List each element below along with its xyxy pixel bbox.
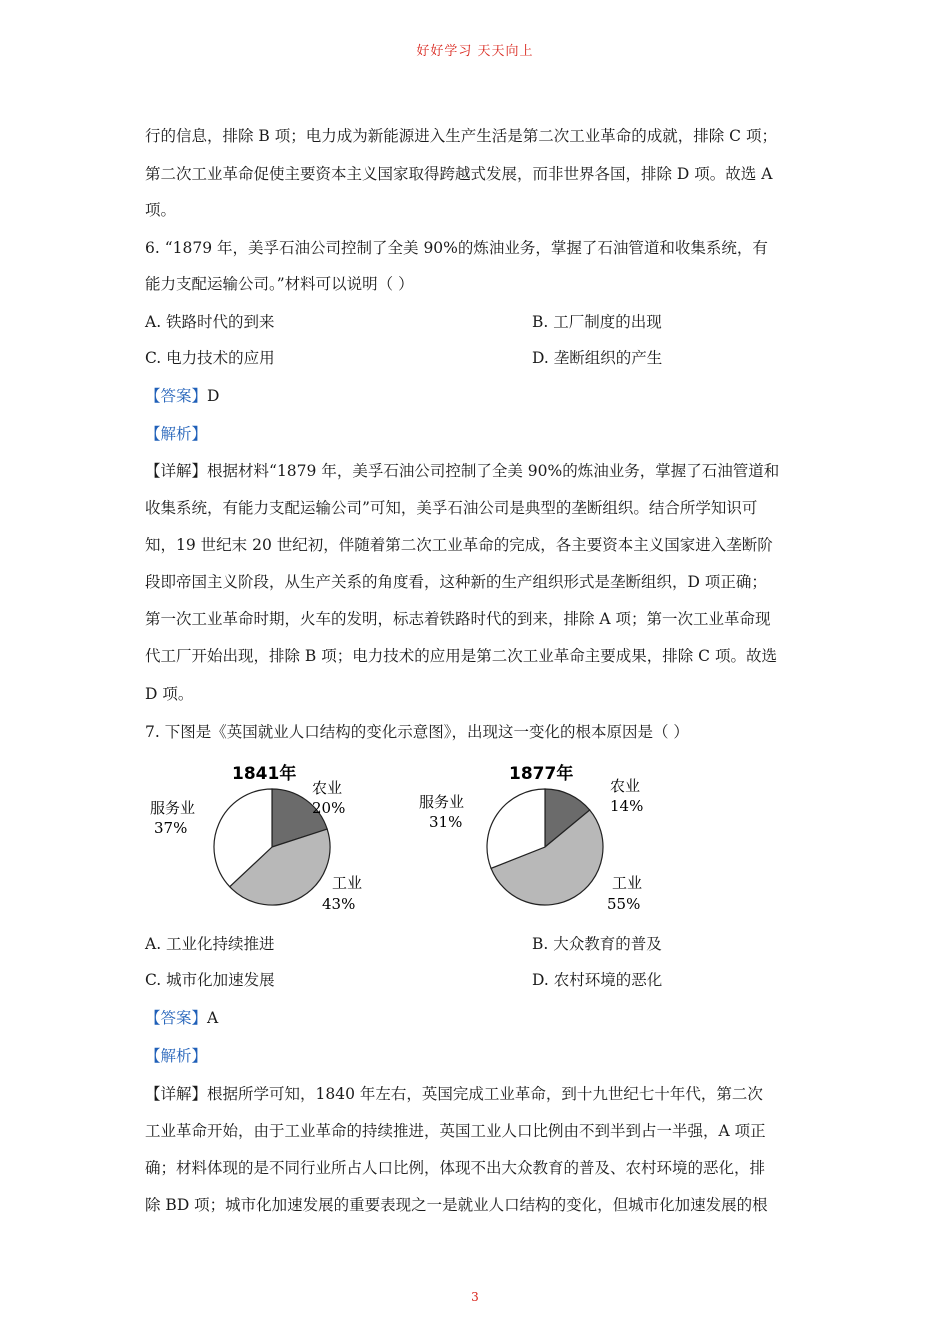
q7-stem: 7. 下图是《英国就业人口结构的变化示意图》，出现这一变化的根本原因是（ ） (145, 723, 689, 741)
q6-stem-line-2: 能力支配运输公司。”材料可以说明（ ） (145, 275, 414, 293)
q6-detail-text-1: 根据材料“1879 年，美孚石油公司控制了全美 90%的炼油业务，掌握了石油管道和 (207, 462, 780, 480)
label-category-industry: 工业 (612, 874, 643, 892)
label-value-agri: 20% (312, 799, 346, 817)
q6-analysis-tag: 【解析】 (145, 425, 208, 443)
q7-detail-line-3: 确；材料体现的是不同行业所占人口比例，体现不出大众教育的普及、农村环境的恶化，排 (145, 1159, 766, 1177)
label-category-industry: 工业 (332, 874, 363, 892)
intro-line-3: 项。 (145, 201, 177, 219)
pie-chart-1841 (140, 755, 400, 920)
label-category-service: 服务业 (150, 799, 196, 817)
q7-analysis-tag: 【解析】 (145, 1047, 208, 1065)
pie-title: 1841年 (232, 764, 297, 784)
q7-answer-value: A (207, 1009, 219, 1027)
q6-option-d: D. 垄断组织的产生 (532, 349, 663, 367)
q6-detail-line-3: 知，19 世纪末 20 世纪初，伴随着第二次工业革命的完成，各主要资本主义国家进入垄断阶 (145, 536, 773, 554)
label-value-industry: 55% (607, 895, 641, 913)
q7-option-c: C. 城市化加速发展 (145, 971, 275, 989)
pie-slices (487, 789, 603, 905)
q7-detail-line-1 (145, 1084, 763, 1104)
q6-stem-line-1: 6. “1879 年，美孚石油公司控制了全美 90%的炼油业务，掌握了石油管道和收集系统，有 (145, 239, 768, 257)
q6-detail-line-1 (145, 461, 779, 481)
intro-line-2: 第二次工业革命促使主要资本主义国家取得跨越式发展，而非世界各国，排除 D 项。故选 A (145, 165, 773, 183)
q7-detail-tag: 【详解】 (145, 1085, 208, 1103)
q6-answer-value: D (207, 387, 220, 405)
q7-answer-tag: 【答案】 (145, 1009, 208, 1027)
q7-detail-line-2: 工业革命开始，由于工业革命的持续推进，英国工业人口比例由不到半到占一半强，A 项正 (145, 1122, 766, 1140)
q7-detail-line-4: 除 BD 项；城市化加速发展的重要表现之一是就业人口结构的变化，但城市化加速发展的根 (145, 1196, 768, 1214)
label-category-agri: 农业 (312, 779, 343, 797)
q6-detail-line-6: 代工厂开始出现，排除 B 项；电力技术的应用是第二次工业革命主要成果，排除 C 项。故选 (145, 647, 777, 665)
q6-option-c: C. 电力技术的应用 (145, 349, 275, 367)
q7-option-b: B. 大众教育的普及 (532, 935, 662, 953)
label-value-service: 37% (154, 819, 188, 837)
page-header: 好好学习 天天向上 (416, 44, 534, 59)
intro-line-1: 行的信息，排除 B 项；电力成为新能源进入生产生活是第二次工业革命的成就，排除 C 项； (145, 127, 777, 145)
q6-detail-line-7: D 项。 (145, 685, 194, 703)
q6-answer-tag: 【答案】 (145, 387, 208, 405)
q6-option-b: B. 工厂制度的出现 (532, 313, 662, 331)
page-number: 3 (471, 1290, 479, 1304)
pie-chart-1877 (415, 755, 675, 920)
q6-option-a: A. 铁路时代的到来 (145, 313, 275, 331)
label-value-agri: 14% (610, 797, 644, 815)
label-value-service: 31% (429, 813, 463, 831)
q6-detail-tag: 【详解】 (145, 462, 208, 480)
pie-title: 1877年 (509, 764, 574, 784)
label-category-service: 服务业 (419, 793, 465, 811)
q6-detail-line-5: 第一次工业革命时期，火车的发明，标志着铁路时代的到来，排除 A 项；第一次工业革命现 (145, 610, 771, 628)
q6-detail-line-2: 收集系统，有能力支配运输公司”可知，美孚石油公司是典型的垄断组织。结合所学知识可 (145, 499, 758, 517)
q7-option-d: D. 农村环境的恶化 (532, 971, 663, 989)
q7-answer (145, 1008, 218, 1028)
q6-answer (145, 386, 219, 406)
q7-option-a: A. 工业化持续推进 (145, 935, 275, 953)
q6-detail-line-4: 段即帝国主义阶段，从生产关系的角度看，这种新的生产组织形式是垄断组织，D 项正确； (145, 573, 767, 591)
label-category-agri: 农业 (610, 777, 641, 795)
q7-detail-text-1: 根据所学可知，1840 年左右，英国完成工业革命，到十九世纪七十年代，第二次 (207, 1085, 763, 1103)
label-value-industry: 43% (322, 895, 356, 913)
